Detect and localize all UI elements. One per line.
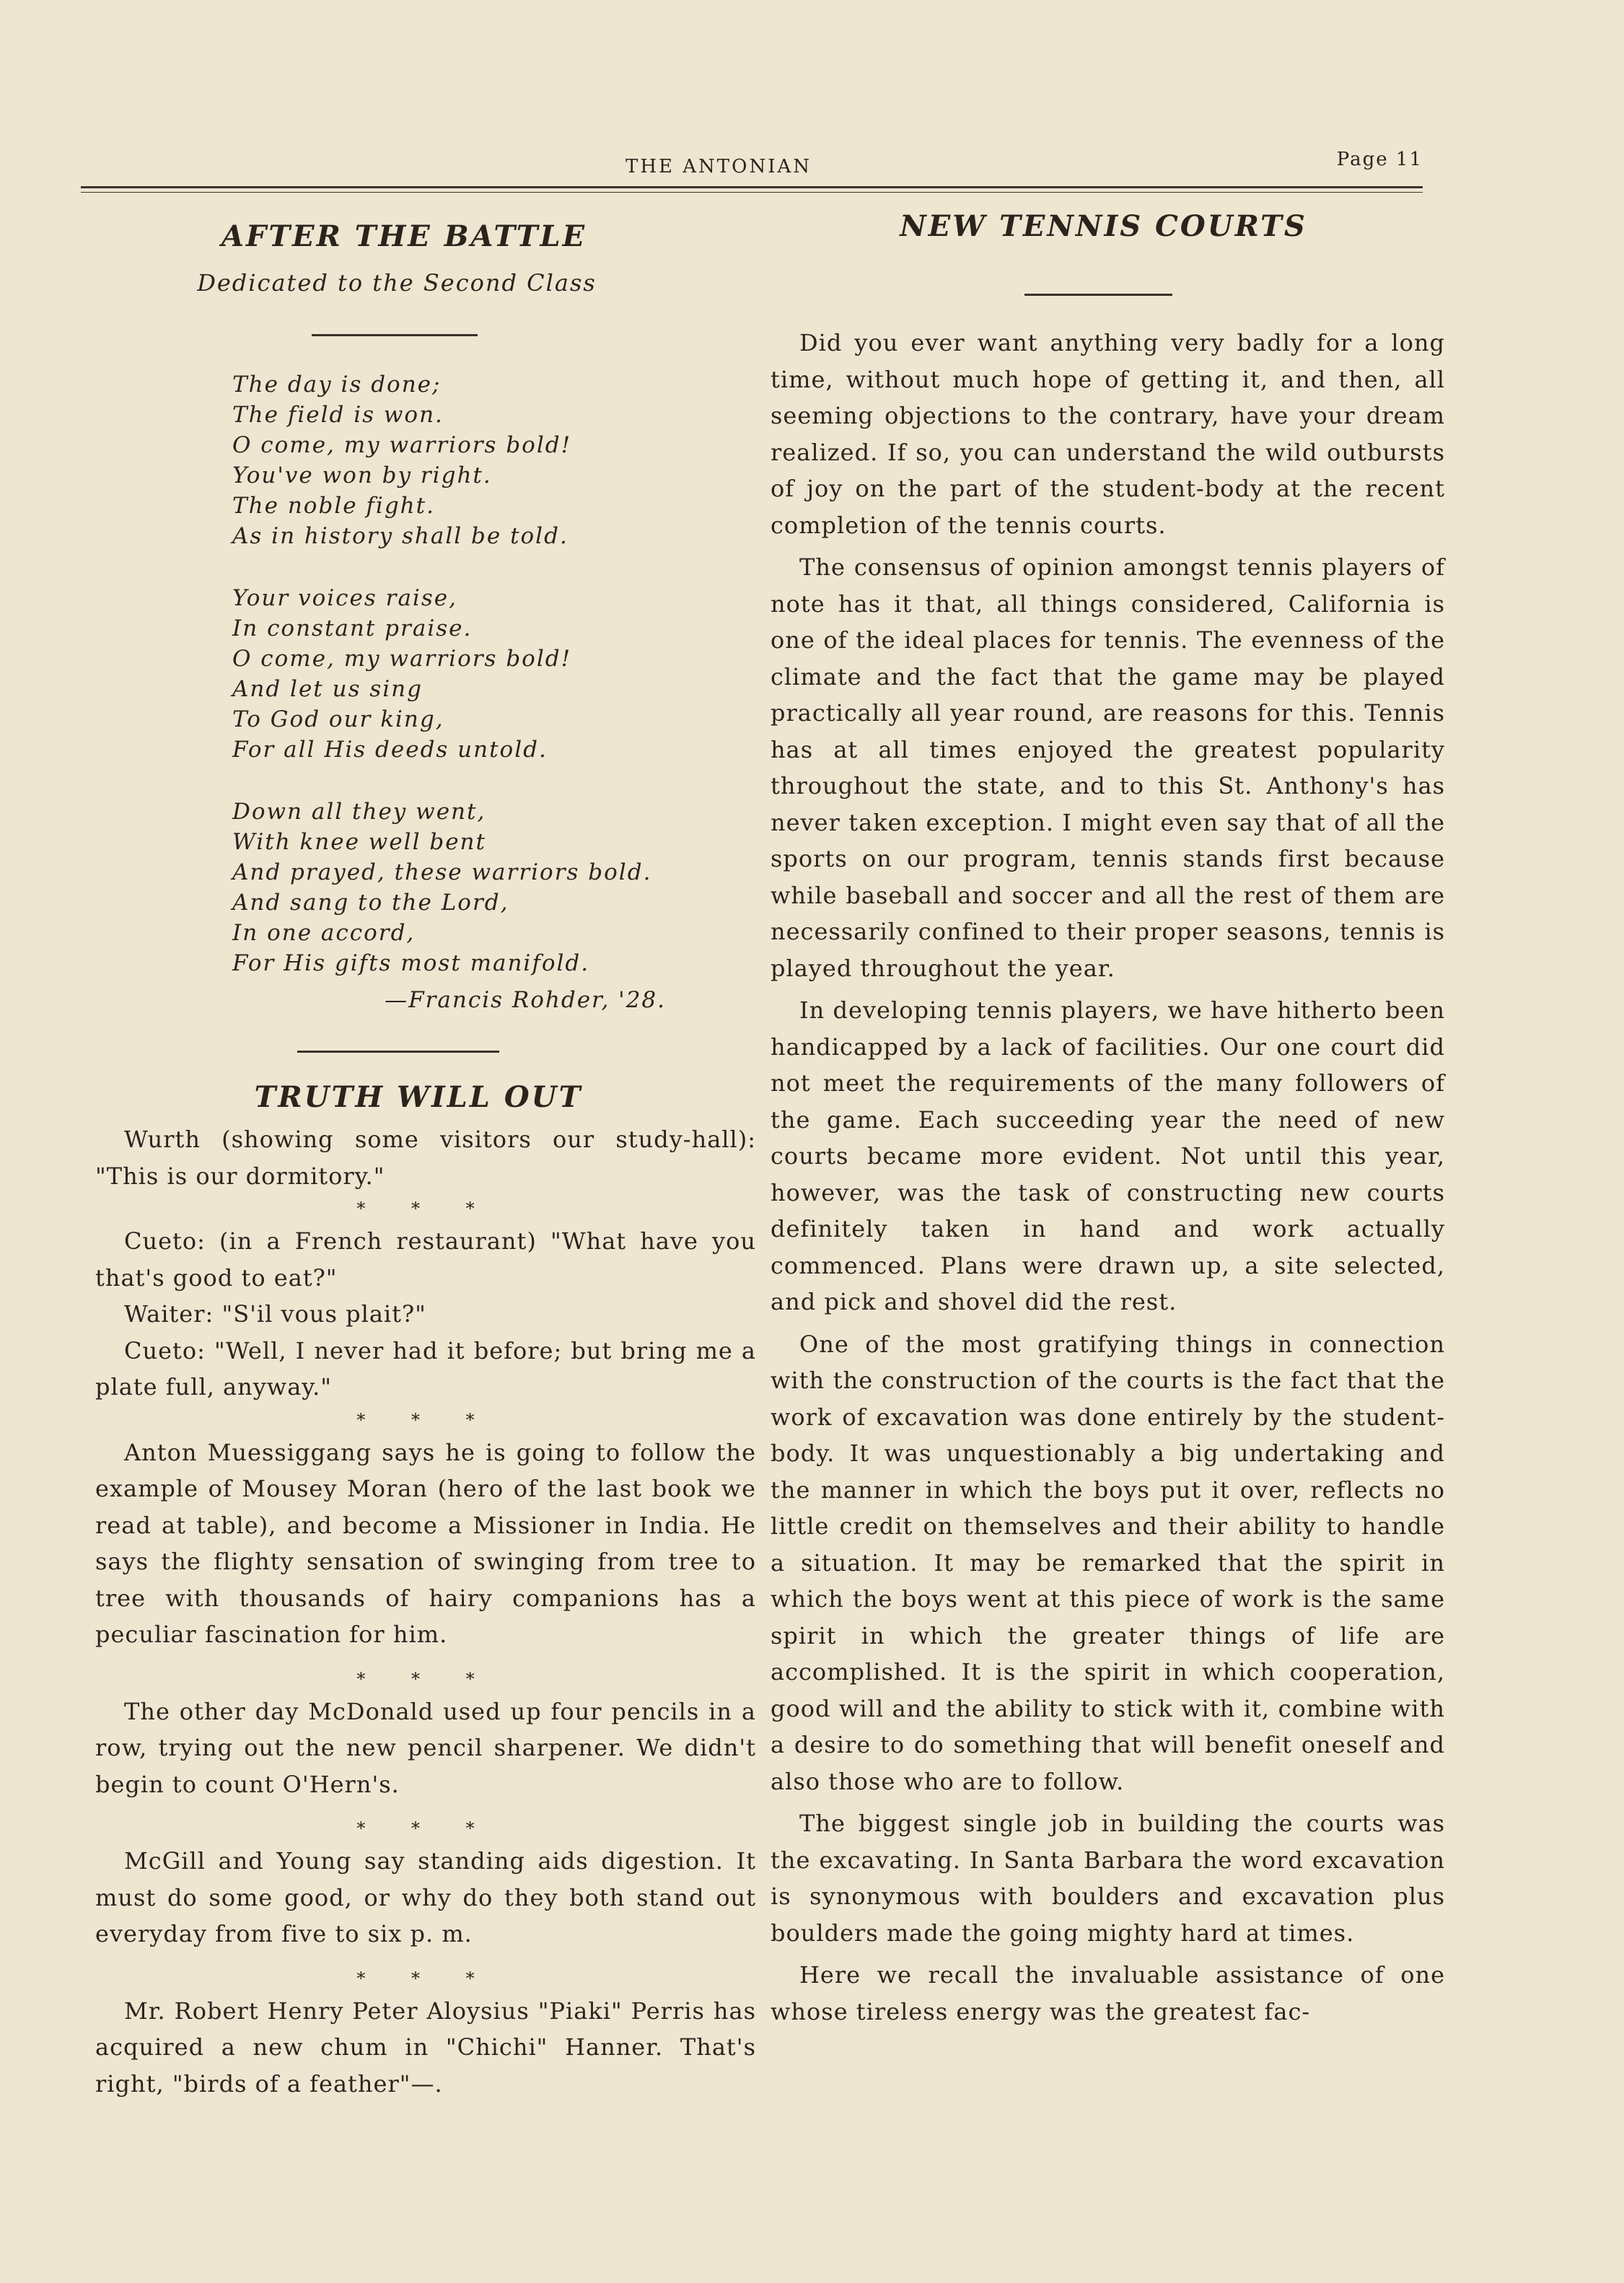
article-paragraph: The consensus of opinion amongst tennis players of note has it that, all things considered, California is one of the ideal places for tennis. The evenness of the climate and the fact that the game may be played practically all year round, are reasons for this. Tennis has at all times enjoyed the greatest popularity throughout the state, and to this St. Anthony's has never taken exception. I might even say that of all the sports on our program, tennis stands first because while baseball and soccer and all the rest of them are necessarily confined to their proper seasons, tennis is played throughout the year. <box>771 553 1445 982</box>
section-divider <box>312 334 478 336</box>
anecdote-paragraph: The other day McDonald used up four pencils in a row, trying out the new pencil sharpener. We didn't begin to count O'Hern's. <box>95 1697 756 1798</box>
poem-title: AFTER THE BATTLE <box>221 219 587 253</box>
right-column <box>771 202 1445 2030</box>
article-paragraph: One of the most gratifying things in connection with the construction of the courts is the fact that the work of excavation was done entirely by the student-body. It was unquestionably a big undertaking and the manner in which the boys put it over, reflects no little credit on themselves and their ability to handle a situation. It may be remarked that the spirit in which the boys went at this piece of work is the same spirit in which the greater things of life are accomplished. It is the spirit in which cooperation, good will and the ability to stick with it, combine with a desire to do something that will benefit oneself and also those who are to follow. <box>771 1330 1445 1795</box>
poem-dedication: Dedicated to the Second Class <box>197 269 597 297</box>
anecdote-paragraph: Wurth (showing some visitors our study-hall): "This is our dormitory." <box>95 1126 756 1190</box>
separator-stars: * * * <box>356 1409 495 1430</box>
poem-line: You've won by right. <box>232 463 492 488</box>
poem-line: The noble fight. <box>232 493 435 519</box>
header-rule <box>81 186 1423 188</box>
anecdote-paragraph: Anton Muessiggang says he is going to follow the example of Mousey Moran (hero of the last book we read at table), and become a Missioner in India. He says the flighty sensation of swinging from tree to tree with thousands of hairy companions has a peculiar fascination for him. <box>95 1438 756 1648</box>
poem-line: As in history shall be told. <box>232 523 569 549</box>
poem-line: And sang to the Lord, <box>232 890 509 916</box>
poem-stanza-2 <box>232 583 756 765</box>
poem-line: The day is done; <box>232 372 442 398</box>
poem-line: O come, my warriors bold! <box>232 646 572 672</box>
poem-line: Down all they went, <box>232 799 486 825</box>
poem-line: O come, my warriors bold! <box>232 432 572 458</box>
poem-body <box>232 369 756 978</box>
poem-line: For all His deeds untold. <box>232 737 548 763</box>
article-paragraph: In developing tennis players, we have hitherto been handicapped by a lack of facilities. Our one court did not meet the requirements of the many followers of the game. Each succeeding year the need of new courts became more evident. Not until this year, however, was the task of constructing new courts definitely taken in hand and work actually commenced. Plans were drawn up, a site selected, and pick and shovel did the rest. <box>771 996 1445 1315</box>
anecdote-paragraph: Waiter: "S'il vous plait?" <box>124 1300 426 1328</box>
article-paragraph: The biggest single job in building the courts was the excavating. In Santa Barbara the word excavation is synonymous with boulders and excavation plus boulders made the going mighty hard at times. <box>771 1810 1445 1947</box>
poem-line: For His gifts most manifold. <box>232 950 590 976</box>
poem-line: With knee well bent <box>232 829 486 855</box>
truth-will-out-title: TRUTH WILL OUT <box>254 1080 583 1114</box>
header-rule-thin <box>81 192 1423 193</box>
article-paragraph: Here we recall the invaluable assistance of one whose tireless energy was the greatest fac- <box>771 1961 1445 2025</box>
poem-stanza-3 <box>232 797 756 978</box>
anecdote-paragraph: McGill and Young say standing aids digestion. It must do some good, or why do they both stand out everyday from five to six p. m. <box>95 1847 756 1947</box>
poem-line: And let us sing <box>232 676 423 702</box>
poem-line: And prayed, these warriors bold. <box>232 859 652 885</box>
anecdote-paragraph: Cueto: (in a French restaurant) "What have you that's good to eat?" <box>95 1227 756 1292</box>
article-paragraph: Did you ever want anything very badly for a long time, without much hope of getting it, and then, all seeming objections to the contrary, have your dream realized. If so, you can understand the wild outbursts of joy on the part of the student-body at the recent completion of the tennis courts. <box>771 329 1445 539</box>
poem-line: Your voices raise, <box>232 585 457 611</box>
anecdote-paragraph: Mr. Robert Henry Peter Aloysius "Piaki" Perris has acquired a new chum in "Chichi" Hanner. That's right, "birds of a feather"—. <box>95 1997 756 2098</box>
poem-line: In one accord, <box>232 920 416 946</box>
separator-stars: * * * <box>356 1668 495 1689</box>
separator-stars: * * * <box>356 1199 495 1219</box>
poem-line: The field is won. <box>232 402 444 428</box>
separator-stars: * * * <box>356 1968 495 1989</box>
tennis-article-title: NEW TENNIS COURTS <box>900 209 1307 243</box>
anecdote-paragraph: Cueto: "Well, I never had it before; but bring me a plate full, anyway." <box>95 1336 756 1401</box>
separator-stars: * * * <box>356 1818 495 1839</box>
left-column <box>95 202 756 2102</box>
poem-stanza-1 <box>232 369 756 551</box>
poem-attribution: —Francis Rohder, '28. <box>385 987 666 1013</box>
page-number: Page 11 <box>1336 149 1423 170</box>
poem-line: To God our king, <box>232 706 444 732</box>
poem-line: In constant praise. <box>232 615 473 641</box>
page-header <box>81 149 1423 180</box>
publication-title: THE ANTONIAN <box>626 156 812 178</box>
